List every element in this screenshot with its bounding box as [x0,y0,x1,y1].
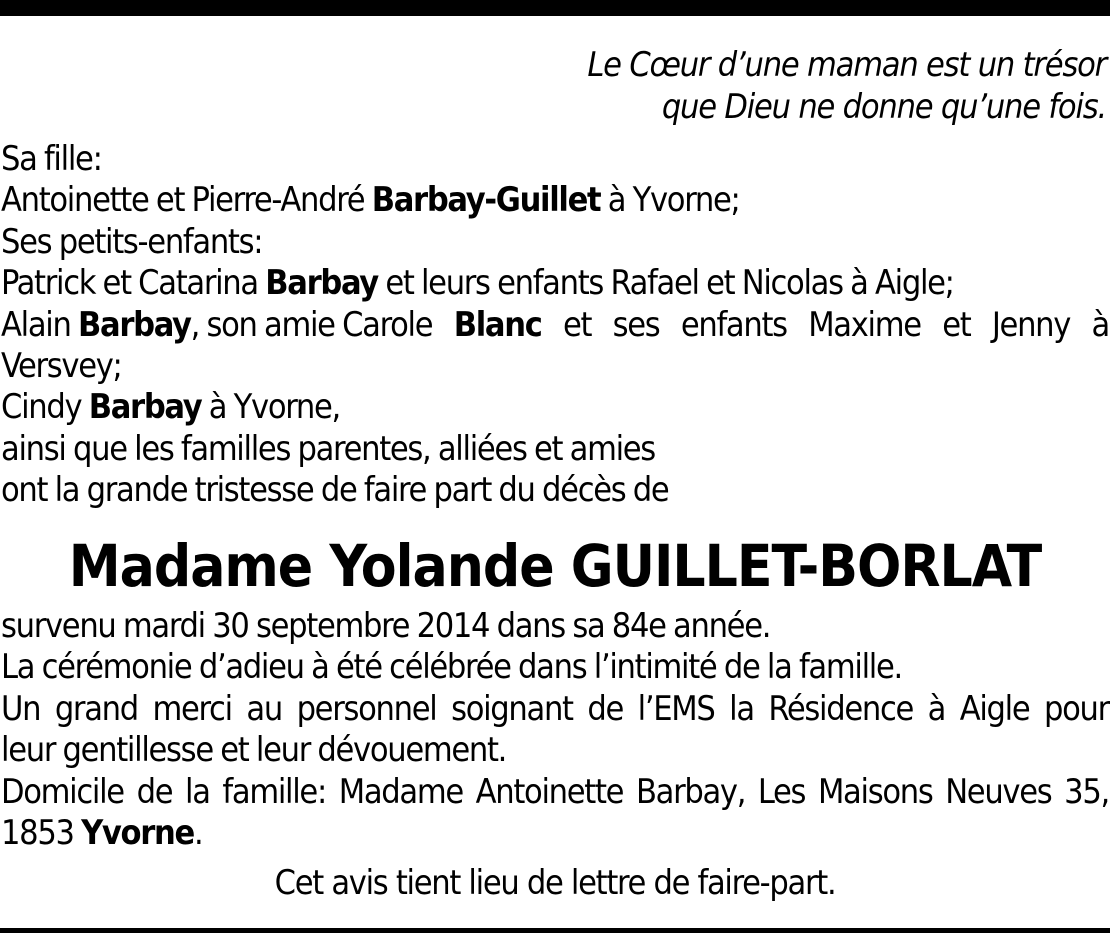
domicile-line-2 [1,813,1109,854]
justified-word: de [587,688,624,729]
bottom-border-rule [0,928,1110,933]
epigraph-line-2: que Dieu ne donne qu’une fois. [661,87,1106,127]
justified-word: grand [54,688,138,729]
epigraph-line-1: Le Cœur d’une maman est un trésor [587,45,1106,85]
justified-word: Neuves [945,771,1052,812]
justified-word: à [927,688,946,729]
justified-word: la [185,771,210,812]
justified-word: Maxime [808,304,921,345]
relatives-line: ainsi que les familles parentes, alliées et amies [1,428,655,469]
justified-word: pour [1044,688,1109,729]
justified-word: enfants [680,304,787,345]
epigraph-quote [587,44,1106,128]
justified-word: merci [152,688,232,729]
ceremony-line: La cérémonie d’adieu à été célébrée dans l’intimité de la famille. [1,647,902,688]
justified-word: et [562,304,592,345]
justified-word: à [1091,304,1109,345]
grandchild-1-surname: Barbay [265,263,378,304]
justified-word: Antoinette [475,771,624,812]
thanks-line-2: leur gentillesse et leur dévouement. [1,730,507,771]
grandchild-2-partner-surname: Blanc [453,304,542,345]
grandchild-1-given-names: Patrick et Catarina [1,263,258,304]
grandchild-entry-2 [1,305,1109,346]
justified-word: ses [612,304,660,345]
daughter-entry [1,180,1109,221]
postcode: 1853 [1,813,74,854]
justified-word: de [136,771,173,812]
justified-word: Madame [338,771,463,812]
justified-word: 35, [1064,771,1109,812]
grandchild-3-given-name: Cindy [1,387,82,428]
closing-note: Cet avis tient lieu de lettre de faire-part. [274,863,836,903]
justified-word: Aigle [959,688,1030,729]
justified-word: Maisons [817,771,933,812]
grandchild-1-details: et leurs enfants Rafael et Nicolas à Aigle; [385,263,954,304]
justified-word: personnel [296,688,437,729]
justified-word: Résidence [768,688,913,729]
grandchild-2-place: Versvey; [1,346,122,387]
announcement-line: ont la grande tristesse de faire part du décès de [1,470,669,511]
justified-word: la [729,688,754,729]
town-name: Yvorne [81,813,194,854]
daughter-place: à Yvorne; [607,180,740,221]
justified-word: Les [757,771,806,812]
grandchild-2-partner-text: , son amie Carole [190,304,433,345]
justified-word: famille: [222,771,326,812]
passing-date-line: survenu mardi 30 septembre 2014 dans sa 84e année. [1,606,771,646]
justified-word: Jenny [991,304,1071,345]
justified-word: l’EMS [637,688,715,729]
justified-word: au [246,688,282,729]
grandchild-2-given-name: Alain [1,304,71,345]
deceased-name: Madame Yolande GUILLET-BORLAT [68,532,1042,600]
grandchild-entry-3 [1,387,1109,428]
top-border-rule [0,0,1110,16]
justified-word: soignant [451,688,573,729]
daughter-heading: Sa fille: [1,139,102,179]
justified-word: Barbay, [635,771,746,812]
family-list [1,139,1109,512]
obituary-details [1,606,1109,854]
daughter-surname: Barbay-Guillet [371,180,601,221]
grandchild-2-prefix [1,305,432,346]
daughter-given-names: Antoinette et Pierre-André [1,180,365,221]
grandchildren-heading: Ses petits-enfants: [1,221,263,262]
justified-word: Un [1,688,41,729]
grandchild-2-surname: Barbay [77,304,191,345]
thanks-line-1 [1,689,1109,730]
domicile-line-1 [1,772,1109,813]
justified-word: Domicile [1,771,124,812]
grandchild-3-place: à Yvorne, [208,387,340,428]
grandchild-3-surname: Barbay [88,387,202,428]
town-punctuation: . [194,813,203,854]
justified-word: et [942,304,971,345]
grandchild-entry-1 [1,263,1109,304]
